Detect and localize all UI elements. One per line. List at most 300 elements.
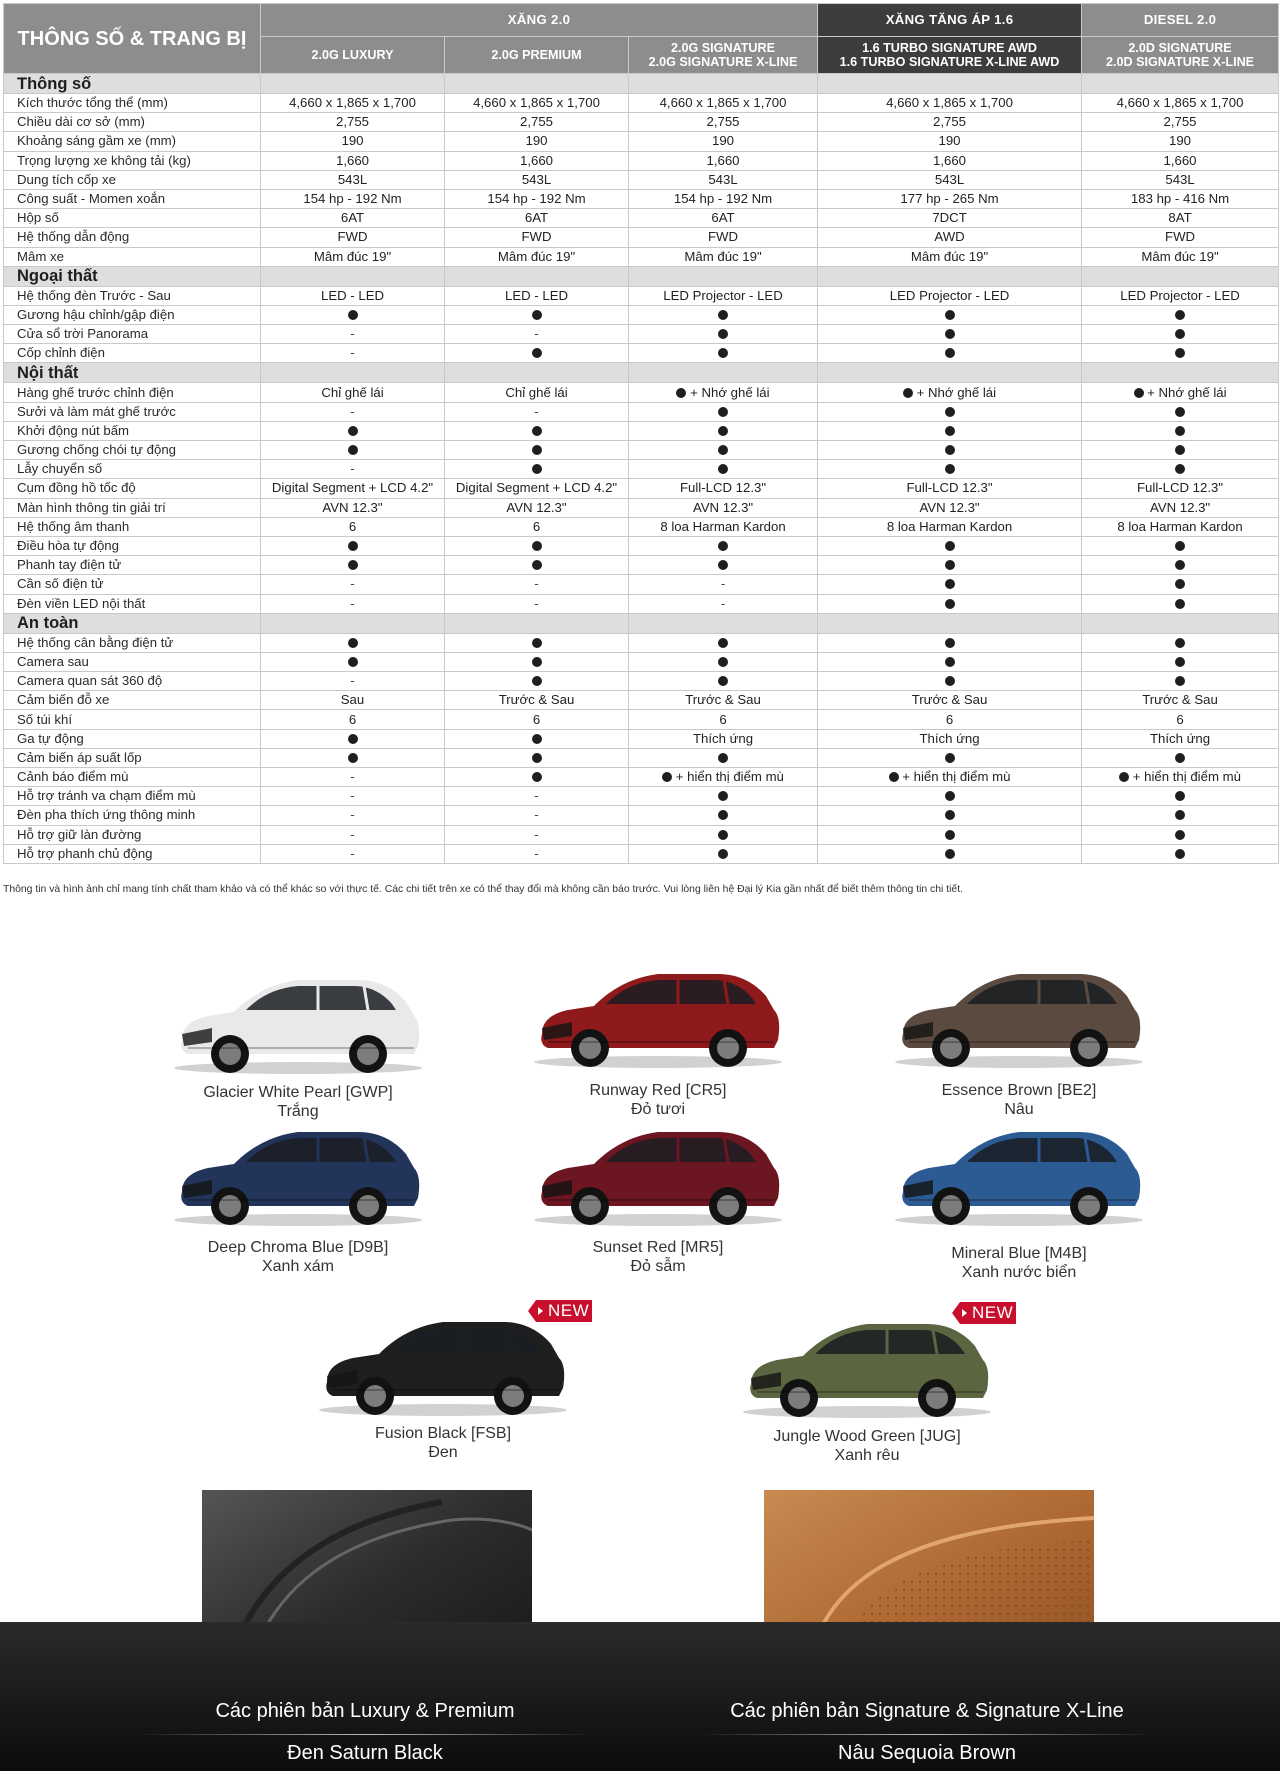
trim-color-black: Đen Saturn Black [287,1742,443,1764]
available-dot-icon [945,676,955,686]
variant-name: 2.0G PREMIUM [491,48,582,62]
color-label [293,1424,593,1462]
row-label: Cảm biến đỗ xe [4,691,261,710]
available-dot-icon [718,753,728,763]
cell-available [629,460,818,479]
cell-available [445,556,629,575]
table-row [4,151,1279,170]
cell-available [261,652,445,671]
spec-table [3,3,1279,864]
row-label: Hỗ trợ phanh chủ động [4,844,261,863]
available-dot-icon [945,830,955,840]
cell-not-available: - [261,344,445,363]
row-label: Điều hòa tự động [4,536,261,555]
cell-value: Mâm đúc 19" [1082,247,1279,266]
cell-value: 154 hp - 192 Nm [261,189,445,208]
variant-name: 2.0G SIGNATURE [670,41,776,55]
available-dot-icon [945,849,955,859]
cell-value: 2,755 [818,113,1082,132]
cell-value: 1,660 [818,151,1082,170]
cell-available [445,672,629,691]
available-dot-icon [662,772,672,782]
available-dot-icon [945,638,955,648]
cell-not-available: - [261,672,445,691]
cell-value: LED - LED [445,286,629,305]
cell-available [445,441,629,460]
table-row [4,170,1279,189]
available-dot-icon [718,329,728,339]
table-row [4,460,1279,479]
cell-value: 543L [629,170,818,189]
available-dot-icon [532,310,542,320]
cell-not-available: - [629,594,818,613]
available-dot-icon [1175,348,1185,358]
available-dot-icon [718,445,728,455]
trim-label-signature: Các phiên bản Signature & Signature X-Line [730,1700,1124,1722]
cell-not-available: - [261,594,445,613]
table-row [4,536,1279,555]
available-dot-icon [1175,579,1185,589]
cell-value: 2,755 [1082,113,1279,132]
cell-available [818,421,1082,440]
cell-value: 6 [261,517,445,536]
cell-value: LED Projector - LED [1082,286,1279,305]
available-dot-icon [348,753,358,763]
available-dot-icon [718,310,728,320]
cell-available [818,402,1082,421]
cell-value: 543L [445,170,629,189]
cell-value: Trước & Sau [629,691,818,710]
table-row [4,806,1279,825]
available-dot-icon [718,791,728,801]
section-spacer [261,74,445,94]
color-name-vi: Xanh rêu [834,1447,900,1464]
cell-not-available: - [261,825,445,844]
variant-header [818,37,1082,74]
cell-not-available: - [445,594,629,613]
table-row [4,498,1279,517]
table-row [4,94,1279,113]
available-dot-icon [945,657,955,667]
cell-available [1082,421,1279,440]
available-dot-icon [718,638,728,648]
cell-not-available: - [445,825,629,844]
available-dot-icon [532,772,542,782]
table-row [4,421,1279,440]
cell-value: 8 loa Harman Kardon [1082,517,1279,536]
cell-value: 6AT [261,209,445,228]
row-label: Mâm xe [4,247,261,266]
cell-value: 543L [261,170,445,189]
cell-available-extra [1082,383,1279,402]
available-dot-icon [532,541,542,551]
variant-header [629,37,818,74]
cell-available [261,633,445,652]
table-row [4,517,1279,536]
row-label: Cốp chỉnh điện [4,344,261,363]
cell-value: AVN 12.3" [818,498,1082,517]
available-dot-icon [1175,830,1185,840]
table-row [4,652,1279,671]
available-dot-icon [1175,657,1185,667]
color-label [148,1238,448,1276]
available-dot-icon [532,734,542,744]
variant-header [445,37,629,74]
cell-value: Thích ứng [629,729,818,748]
available-dot-icon [348,426,358,436]
cell-value: 6 [1082,710,1279,729]
cell-value: 6AT [445,209,629,228]
cell-value: Digital Segment + LCD 4.2" [445,479,629,498]
cell-available [261,305,445,324]
group-gasoline-2-0: XĂNG 2.0 [261,4,818,37]
cell-value: Mâm đúc 19" [445,247,629,266]
cell-value: 190 [818,132,1082,151]
cell-value: 8 loa Harman Kardon [629,517,818,536]
trim-color-brown: Nâu Sequoia Brown [838,1742,1016,1764]
section-spacer [261,266,445,286]
cell-value: AWD [818,228,1082,247]
available-dot-icon [532,753,542,763]
table-row [4,286,1279,305]
section-spacer [445,613,629,633]
cell-value: Full-LCD 12.3" [818,479,1082,498]
available-dot-icon [532,560,542,570]
cell-value: 543L [1082,170,1279,189]
section-spacer [818,363,1082,383]
cell-available [629,421,818,440]
available-dot-icon [532,676,542,686]
section-header-row [4,363,1279,383]
cell-value: Full-LCD 12.3" [1082,479,1279,498]
available-dot-icon [1175,560,1185,570]
table-row [4,189,1279,208]
table-row [4,132,1279,151]
available-dot-icon [718,657,728,667]
row-label: Hệ thống dẫn động [4,228,261,247]
cell-available [818,556,1082,575]
cell-value: 6 [818,710,1082,729]
section-spacer [818,266,1082,286]
cell-value: AVN 12.3" [261,498,445,517]
row-label: Công suất - Momen xoắn [4,189,261,208]
cell-available [1082,748,1279,767]
color-name: Glacier White Pearl [GWP] [203,1084,393,1101]
row-label: Hàng ghế trước chỉnh điện [4,383,261,402]
cell-available [818,305,1082,324]
cell-value: AVN 12.3" [629,498,818,517]
section-spacer [1082,613,1279,633]
cell-available [818,672,1082,691]
cell-extra-text: + Nhớ ghế lái [913,384,997,400]
color-label [508,1081,808,1119]
cell-not-available: - [445,575,629,594]
cell-available [445,536,629,555]
row-label: Phanh tay điện tử [4,556,261,575]
cell-extra-text: + Nhớ ghế lái [686,384,770,400]
row-label: Cảm biến áp suất lốp [4,748,261,767]
cell-available-extra [1082,768,1279,787]
variant-name-xline: 1.6 TURBO SIGNATURE X-LINE AWD [839,55,1060,69]
section-spacer [818,613,1082,633]
row-label: Số túi khí [4,710,261,729]
cell-not-available: - [445,402,629,421]
available-dot-icon [945,348,955,358]
row-label: Trọng lượng xe không tải (kg) [4,151,261,170]
available-dot-icon [1175,791,1185,801]
cell-value: 1,660 [1082,151,1279,170]
available-dot-icon [348,445,358,455]
table-row [4,672,1279,691]
row-label: Hệ thống âm thanh [4,517,261,536]
variant-header [1082,37,1279,74]
cell-extra-text: + Nhớ ghế lái [1143,384,1227,400]
available-dot-icon [945,753,955,763]
available-dot-icon [1134,388,1144,398]
row-label: Hệ thống đèn Trước - Sau [4,286,261,305]
cell-value: 4,660 x 1,865 x 1,700 [445,94,629,113]
table-row [4,383,1279,402]
cell-not-available: - [445,325,629,344]
cell-value: 4,660 x 1,865 x 1,700 [1082,94,1279,113]
available-dot-icon [1175,810,1185,820]
section-spacer [1082,363,1279,383]
cell-available [1082,325,1279,344]
table-row [4,691,1279,710]
color-name-vi: Đỏ tươi [630,1101,686,1118]
cell-available [629,325,818,344]
cell-available [1082,672,1279,691]
available-dot-icon [718,849,728,859]
trim-divider [135,1734,595,1735]
new-badge [950,1300,1018,1326]
cell-not-available: - [261,402,445,421]
cell-available [818,325,1082,344]
cell-available-extra [818,768,1082,787]
table-row [4,479,1279,498]
row-label: Camera quan sát 360 độ [4,672,261,691]
table-row [4,594,1279,613]
section-spacer [629,613,818,633]
cell-value: FWD [261,228,445,247]
cell-available [629,806,818,825]
available-dot-icon [718,810,728,820]
available-dot-icon [532,348,542,358]
section-title: Ngoại thất [4,266,261,286]
cell-available [1082,594,1279,613]
row-label: Chiều dài cơ sở (mm) [4,113,261,132]
car-image [737,1312,997,1422]
row-label: Hệ thống cân bằng điện tử [4,633,261,652]
color-name: Mineral Blue [M4B] [951,1245,1087,1262]
cell-available [818,536,1082,555]
cell-value: FWD [1082,228,1279,247]
cell-available [629,305,818,324]
available-dot-icon [1175,599,1185,609]
available-dot-icon [1175,638,1185,648]
available-dot-icon [945,599,955,609]
cell-available [818,460,1082,479]
car-image [889,1120,1149,1230]
available-dot-icon [945,426,955,436]
available-dot-icon [532,426,542,436]
available-dot-icon [348,560,358,570]
section-spacer [445,363,629,383]
cell-available [1082,787,1279,806]
row-label: Hỗ trợ giữ làn đường [4,825,261,844]
table-row [4,748,1279,767]
available-dot-icon [1175,426,1185,436]
cell-available [261,748,445,767]
cell-value: Digital Segment + LCD 4.2" [261,479,445,498]
table-row [4,325,1279,344]
color-label [869,1081,1169,1119]
cell-available [1082,305,1279,324]
cell-available [629,825,818,844]
cell-available [261,536,445,555]
available-dot-icon [889,772,899,782]
variant-header [261,37,445,74]
color-name: Jungle Wood Green [JUG] [773,1428,961,1445]
available-dot-icon [945,329,955,339]
table-row [4,113,1279,132]
cell-value: 543L [818,170,1082,189]
available-dot-icon [532,445,542,455]
cell-available [445,652,629,671]
row-label: Dung tích cốp xe [4,170,261,189]
group-diesel-2-0: DIESEL 2.0 [1082,4,1279,37]
color-label [508,1238,808,1276]
group-turbo-1-6: XĂNG TĂNG ÁP 1.6 [818,4,1082,37]
available-dot-icon [718,676,728,686]
table-row [4,575,1279,594]
cell-value: FWD [445,228,629,247]
color-label [717,1427,1017,1465]
table-row [4,209,1279,228]
available-dot-icon [1175,407,1185,417]
cell-available [1082,536,1279,555]
cell-available [445,305,629,324]
color-name: Runway Red [CR5] [589,1082,727,1099]
section-spacer [445,266,629,286]
section-spacer [261,613,445,633]
section-title: Nội thất [4,363,261,383]
available-dot-icon [718,348,728,358]
cell-value: 6 [261,710,445,729]
available-dot-icon [718,541,728,551]
cell-value: 154 hp - 192 Nm [445,189,629,208]
car-image [168,968,428,1078]
cell-available [629,672,818,691]
cell-available [445,633,629,652]
row-label: Đèn viền LED nội thất [4,594,261,613]
cell-value: 1,660 [261,151,445,170]
row-label: Cần số điện tử [4,575,261,594]
available-dot-icon [718,830,728,840]
new-badge [526,1298,594,1324]
section-spacer [818,74,1082,94]
cell-available [629,344,818,363]
color-name: Essence Brown [BE2] [941,1082,1097,1099]
section-header-row [4,74,1279,94]
table-row [4,344,1279,363]
table-row [4,787,1279,806]
row-label: Hỗ trợ tránh va chạm điểm mù [4,787,261,806]
cell-available [818,633,1082,652]
cell-available [261,441,445,460]
cell-not-available: - [261,844,445,863]
table-row [4,556,1279,575]
available-dot-icon [1175,676,1185,686]
cell-not-available: - [445,787,629,806]
table-title: THÔNG SỐ & TRANG BỊ [4,4,261,74]
variant-name: 1.6 TURBO SIGNATURE AWD [862,41,1037,55]
cell-available [629,787,818,806]
cell-value: 177 hp - 265 Nm [818,189,1082,208]
cell-value: 6 [445,710,629,729]
cell-available [445,748,629,767]
cell-available [1082,344,1279,363]
cell-not-available: - [629,575,818,594]
section-header-row [4,266,1279,286]
available-dot-icon [945,445,955,455]
available-dot-icon [1175,541,1185,551]
color-name: Deep Chroma Blue [D9B] [207,1239,389,1256]
cell-available [445,729,629,748]
row-label: Sưởi và làm mát ghế trước [4,402,261,421]
cell-available [261,556,445,575]
table-row [4,729,1279,748]
row-label: Gương hậu chỉnh/gập điện [4,305,261,324]
trim-divider [697,1734,1157,1735]
cell-value: Full-LCD 12.3" [629,479,818,498]
available-dot-icon [945,579,955,589]
section-spacer [1082,266,1279,286]
cell-extra-text: + hiển thị điểm mù [1129,769,1241,785]
cell-value: Trước & Sau [818,691,1082,710]
color-name-vi: Xanh xám [261,1258,335,1275]
cell-available [629,536,818,555]
table-row [4,825,1279,844]
available-dot-icon [1175,464,1185,474]
cell-value: LED - LED [261,286,445,305]
cell-value: 6AT [629,209,818,228]
available-dot-icon [348,638,358,648]
available-dot-icon [718,464,728,474]
cell-available [1082,402,1279,421]
cell-available [818,594,1082,613]
section-spacer [629,363,818,383]
cell-value: 183 hp - 416 Nm [1082,189,1279,208]
variant-name-xline: 2.0G SIGNATURE X-LINE [648,55,798,69]
available-dot-icon [532,638,542,648]
table-row [4,228,1279,247]
car-image [528,962,788,1072]
cell-value: FWD [629,228,818,247]
cell-not-available: - [261,325,445,344]
car-image [168,1120,428,1230]
cell-extra-text: + hiển thị điểm mù [672,769,784,785]
cell-value: Chỉ ghế lái [261,383,445,402]
cell-available [629,652,818,671]
cell-value: 6 [629,710,818,729]
cell-value: LED Projector - LED [818,286,1082,305]
cell-value: Trước & Sau [1082,691,1279,710]
cell-value: 4,660 x 1,865 x 1,700 [818,94,1082,113]
available-dot-icon [945,541,955,551]
cell-value: 190 [1082,132,1279,151]
table-row [4,633,1279,652]
